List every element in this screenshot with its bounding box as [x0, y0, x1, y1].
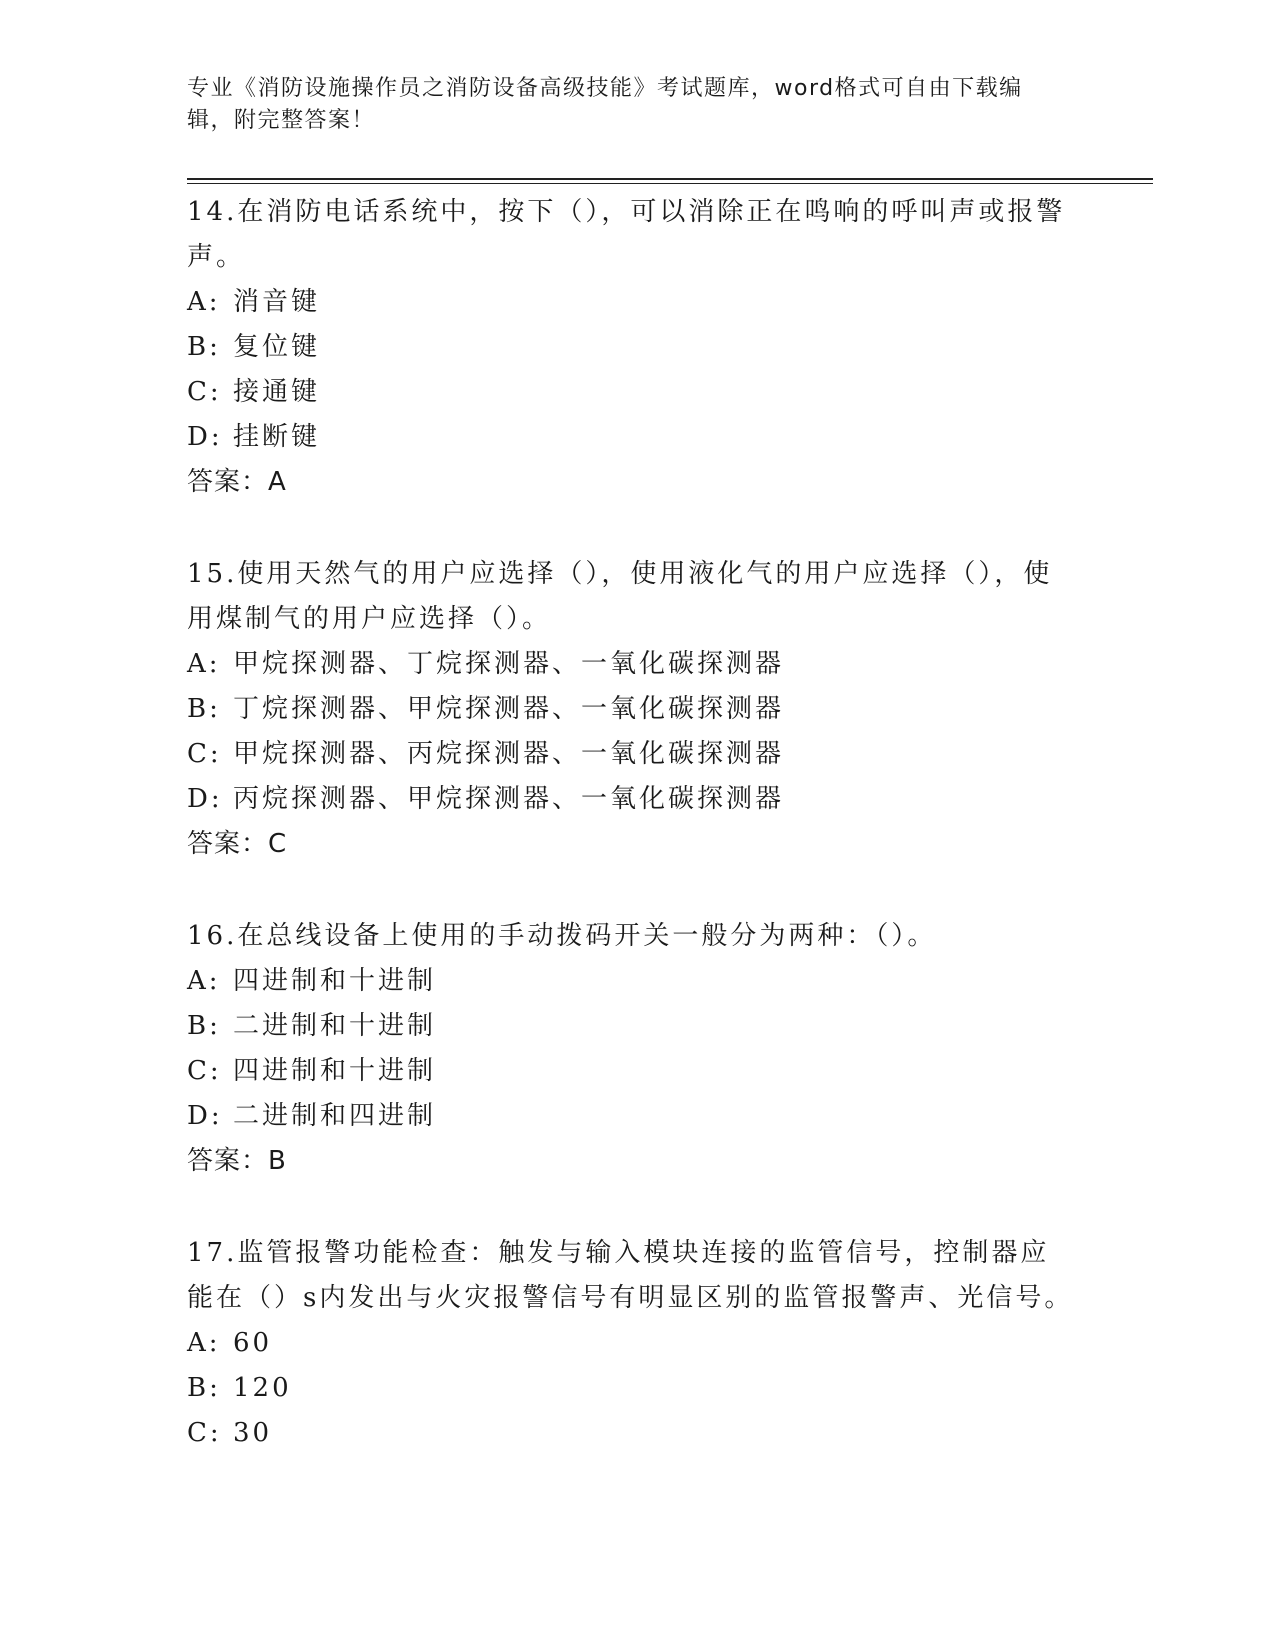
option-key: C: — [187, 739, 222, 769]
option-key: D: — [187, 1101, 223, 1131]
spacer — [187, 867, 1077, 914]
option-a — [187, 280, 1077, 325]
option-text: 消音键 — [233, 287, 321, 317]
option-key: B: — [187, 694, 221, 724]
option-text: 丁烷探测器、甲烷探测器、一氧化碳探测器 — [233, 694, 785, 724]
option-text: 四进制和十进制 — [233, 966, 437, 996]
option-text: 120 — [233, 1373, 292, 1403]
option-text: 接通键 — [233, 377, 321, 407]
option-c — [187, 370, 1077, 415]
question-stem: 15.使用天然气的用户应选择（），使用液化气的用户应选择（），使用煤制气的用户应选择（）。 — [187, 559, 1053, 634]
option-text: 60 — [233, 1328, 273, 1358]
option-key: C: — [187, 1056, 222, 1086]
question-16 — [187, 914, 1077, 1184]
header-divider-thick — [187, 178, 1153, 180]
option-text: 丙烷探测器、甲烷探测器、一氧化碳探测器 — [233, 784, 785, 814]
option-key: B: — [187, 332, 221, 362]
option-text: 复位键 — [233, 332, 321, 362]
spacer — [187, 505, 1077, 552]
answer-line: 答案：C — [187, 829, 288, 859]
option-text: 甲烷探测器、丙烷探测器、一氧化碳探测器 — [233, 739, 785, 769]
option-key: A: — [187, 287, 221, 317]
option-b — [187, 1366, 1077, 1411]
answer-line: 答案：A — [187, 467, 287, 497]
option-c — [187, 732, 1077, 777]
question-stem: 17.监管报警功能检查：触发与输入模块连接的监管信号，控制器应能在（）s内发出与火灾报警信号有明显区别的监管报警声、光信号。 — [187, 1238, 1074, 1313]
option-b — [187, 325, 1077, 370]
option-d — [187, 1094, 1077, 1139]
option-d — [187, 415, 1077, 460]
spacer — [187, 1184, 1077, 1231]
option-key: A: — [187, 649, 221, 679]
option-key: A: — [187, 966, 221, 996]
question-14 — [187, 190, 1077, 505]
option-key: C: — [187, 1418, 222, 1448]
option-key: D: — [187, 422, 223, 452]
option-text: 二进制和四进制 — [233, 1101, 437, 1131]
document-header: 专业《消防设施操作员之消防设备高级技能》考试题库，word格式可自由下载编辑，附完整答案！ — [187, 76, 1023, 133]
option-a — [187, 1321, 1077, 1366]
option-text: 甲烷探测器、丁烷探测器、一氧化碳探测器 — [233, 649, 785, 679]
option-text: 四进制和十进制 — [233, 1056, 437, 1086]
question-stem: 16.在总线设备上使用的手动拨码开关一般分为两种：（）。 — [187, 921, 937, 951]
option-c — [187, 1049, 1077, 1094]
question-list — [187, 190, 1077, 1456]
option-d — [187, 777, 1077, 822]
option-b — [187, 1004, 1077, 1049]
header-divider-thin — [187, 183, 1153, 184]
question-17 — [187, 1231, 1077, 1456]
option-text: 二进制和十进制 — [233, 1011, 437, 1041]
question-15 — [187, 552, 1077, 867]
question-stem: 14.在消防电话系统中，按下（），可以消除正在鸣响的呼叫声或报警声。 — [187, 197, 1066, 272]
option-b — [187, 687, 1077, 732]
option-key: B: — [187, 1011, 221, 1041]
option-a — [187, 642, 1077, 687]
option-text: 30 — [233, 1418, 273, 1448]
option-text: 挂断键 — [233, 422, 321, 452]
option-c — [187, 1411, 1077, 1456]
answer-line: 答案：B — [187, 1146, 287, 1176]
option-a — [187, 959, 1077, 1004]
option-key: A: — [187, 1328, 221, 1358]
option-key: C: — [187, 377, 222, 407]
option-key: D: — [187, 784, 223, 814]
option-key: B: — [187, 1373, 221, 1403]
